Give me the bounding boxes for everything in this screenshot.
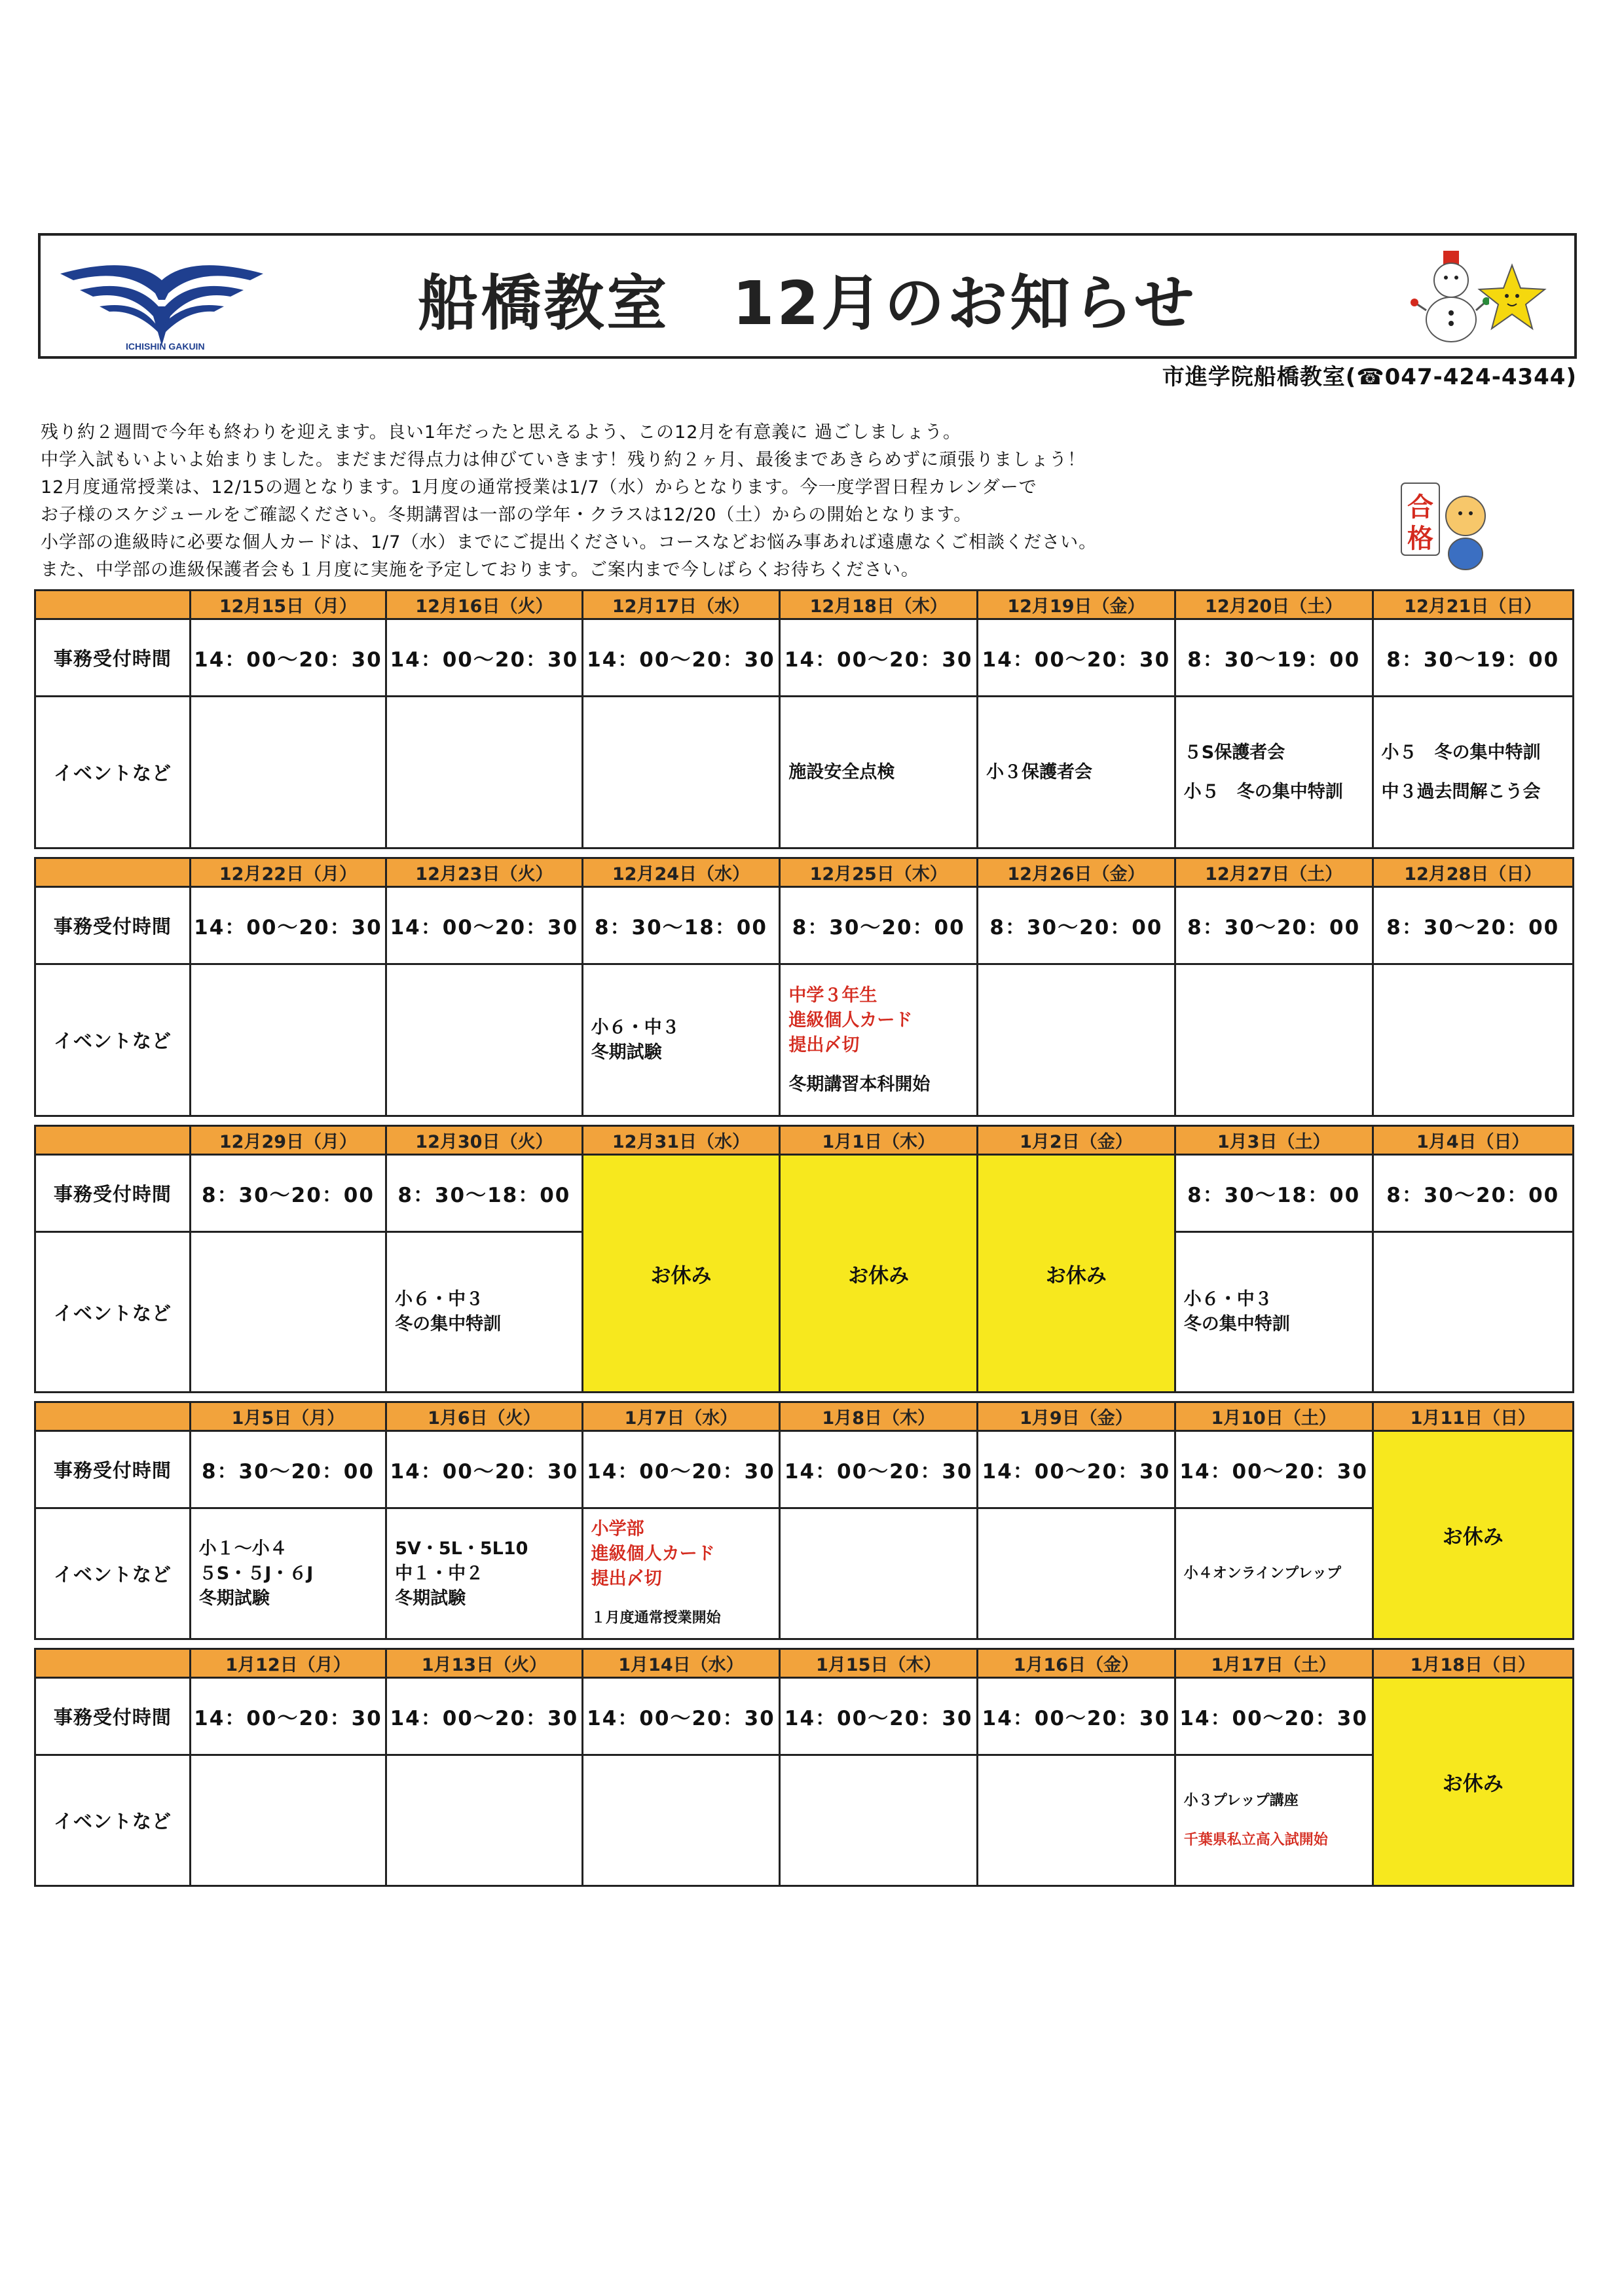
events-cell xyxy=(582,1755,780,1886)
event-item: 小６・中３ 冬の集中特訓 xyxy=(395,1289,502,1334)
intro-line: お子様のスケジュールをご確認ください。冬期講習は一部の学年・クラスは12/20（土）からの開始となります。 xyxy=(41,505,972,525)
events-cell xyxy=(780,1755,978,1886)
row-label-events: イベントなど xyxy=(35,964,191,1116)
event-item: 小５ 冬の集中特訓 xyxy=(1381,742,1541,763)
day-header: 12月26日（金） xyxy=(978,858,1175,887)
events-cell xyxy=(1175,1755,1373,1886)
row-label-events: イベントなど xyxy=(35,1755,191,1886)
office-hours-cell: 14：00～20：30 xyxy=(190,1678,386,1755)
events-cell xyxy=(386,964,582,1116)
row-label-events: イベントなど xyxy=(35,1232,191,1393)
office-hours-cell: 14：00～20：30 xyxy=(780,619,978,697)
events-cell xyxy=(1175,697,1373,848)
week-block xyxy=(34,857,1574,1117)
event-item: 小学部 進級個人カード 提出〆切 xyxy=(591,1518,715,1589)
office-hours-cell: 14：00～20：30 xyxy=(1175,1678,1373,1755)
day-header: 1月18日（日） xyxy=(1373,1649,1573,1678)
office-hours-cell: 8：30～20：00 xyxy=(1373,887,1573,964)
event-item: 小３保護者会 xyxy=(986,761,1093,782)
week-table xyxy=(34,857,1574,1117)
office-hours-cell: 8：30～18：00 xyxy=(1175,1155,1373,1232)
row-label-time: 事務受付時間 xyxy=(35,1155,191,1232)
events-cell xyxy=(780,697,978,848)
week-block xyxy=(34,1125,1574,1393)
events-cell xyxy=(386,697,582,848)
office-hours-cell: 14：00～20：30 xyxy=(780,1678,978,1755)
events-cell xyxy=(386,1755,582,1886)
office-hours-cell: 14：00～20：30 xyxy=(582,1431,780,1508)
holiday-cell: お休み xyxy=(978,1155,1175,1393)
event-item: ５S保護者会 xyxy=(1183,742,1285,763)
day-header: 12月17日（水） xyxy=(582,591,780,619)
day-header: 12月20日（土） xyxy=(1175,591,1373,619)
event-item: １月度通常授業開始 xyxy=(591,1609,721,1626)
week-block xyxy=(34,589,1574,849)
events-cell xyxy=(190,1755,386,1886)
day-header: 12月19日（金） xyxy=(978,591,1175,619)
row-label-time: 事務受付時間 xyxy=(35,887,191,964)
events-cell xyxy=(1175,1508,1373,1639)
events-cell xyxy=(1175,964,1373,1116)
events-cell xyxy=(190,697,386,848)
office-hours-cell: 14：00～20：30 xyxy=(190,619,386,697)
office-hours-cell: 14：00～20：30 xyxy=(978,1678,1175,1755)
holiday-cell: お休み xyxy=(1373,1678,1573,1886)
svg-text:格: 格 xyxy=(1407,524,1433,554)
day-header: 12月27日（土） xyxy=(1175,858,1373,887)
day-header: 1月12日（月） xyxy=(190,1649,386,1678)
office-hours-cell: 14：00～20：30 xyxy=(978,1431,1175,1508)
events-cell xyxy=(582,964,780,1116)
events-cell xyxy=(780,964,978,1116)
events-cell xyxy=(190,1508,386,1639)
events-cell xyxy=(190,1232,386,1393)
week-table xyxy=(34,589,1574,849)
day-header: 1月15日（木） xyxy=(780,1649,978,1678)
header-box xyxy=(38,233,1577,359)
day-header: 12月18日（木） xyxy=(780,591,978,619)
office-hours-cell: 8：30～19：00 xyxy=(1373,619,1573,697)
day-header: 1月7日（水） xyxy=(582,1402,780,1431)
day-header: 1月13日（火） xyxy=(386,1649,582,1678)
day-header: 1月11日（日） xyxy=(1373,1402,1573,1431)
day-header: 1月14日（水） xyxy=(582,1649,780,1678)
day-header: 1月9日（金） xyxy=(978,1402,1175,1431)
events-cell xyxy=(386,1508,582,1639)
office-hours-cell: 14：00～20：30 xyxy=(386,887,582,964)
day-header: 12月31日（水） xyxy=(582,1126,780,1155)
week-table xyxy=(34,1648,1574,1887)
holiday-cell: お休み xyxy=(582,1155,780,1393)
events-cell xyxy=(190,964,386,1116)
event-item: 小５ 冬の集中特訓 xyxy=(1183,781,1343,802)
events-cell xyxy=(978,1508,1175,1639)
week-table xyxy=(34,1125,1574,1393)
office-hours-cell: 14：00～20：30 xyxy=(386,1678,582,1755)
intro-line: 中学入試もいよいよ始まりました。まだまだ得点力は伸びていきます！残り約２ヶ月、最後まであきらめずに頑張りましょう！ xyxy=(41,450,1086,470)
day-header: 12月25日（木） xyxy=(780,858,978,887)
event-item: 小４オンラインプレップ xyxy=(1183,1565,1342,1582)
holiday-cell: お休み xyxy=(1373,1431,1573,1639)
office-hours-cell: 8：30～20：00 xyxy=(978,887,1175,964)
holiday-cell: お休み xyxy=(780,1155,978,1393)
goukaku-badge-illustration xyxy=(1388,477,1500,575)
day-header: 1月16日（金） xyxy=(978,1649,1175,1678)
header-corner xyxy=(35,1402,191,1431)
events-cell xyxy=(1373,697,1573,848)
intro-text xyxy=(41,419,1350,584)
row-label-time: 事務受付時間 xyxy=(35,1431,191,1508)
office-hours-cell: 8：30～18：00 xyxy=(386,1155,582,1232)
office-hours-cell: 8：30～19：00 xyxy=(1175,619,1373,697)
event-item: 施設安全点検 xyxy=(788,761,895,782)
event-item: 5V・5L・5L10 中１・中２ 冬期試験 xyxy=(395,1538,528,1609)
day-header: 12月21日（日） xyxy=(1373,591,1573,619)
row-label-time: 事務受付時間 xyxy=(35,619,191,697)
intro-line: 残り約２週間で今年も終わりを迎えます。良い1年だったと思えるよう、この12月を有意義に 過ごしましょう。 xyxy=(41,422,961,443)
day-header: 12月15日（月） xyxy=(190,591,386,619)
office-hours-cell: 14：00～20：30 xyxy=(1175,1431,1373,1508)
events-cell xyxy=(1373,964,1573,1116)
day-header: 1月2日（金） xyxy=(978,1126,1175,1155)
office-hours-cell: 8：30～20：00 xyxy=(190,1155,386,1232)
day-header: 12月23日（火） xyxy=(386,858,582,887)
event-item: 中学３年生 進級個人カード 提出〆切 xyxy=(788,985,913,1055)
intro-line: また、中学部の進級保護者会も１月度に実施を予定しております。ご案内まで今しばらくお待ちください。 xyxy=(41,560,919,580)
events-cell xyxy=(978,964,1175,1116)
week-block xyxy=(34,1648,1574,1887)
office-hours-cell: 8：30～20：00 xyxy=(190,1431,386,1508)
day-header: 12月24日（水） xyxy=(582,858,780,887)
day-header: 1月4日（日） xyxy=(1373,1126,1573,1155)
office-hours-cell: 8：30～18：00 xyxy=(582,887,780,964)
row-label-events: イベントなど xyxy=(35,697,191,848)
office-hours-cell: 14：00～20：30 xyxy=(780,1431,978,1508)
events-cell xyxy=(780,1508,978,1639)
event-item: 冬期講習本科開始 xyxy=(788,1074,931,1095)
office-hours-cell: 14：00～20：30 xyxy=(582,1678,780,1755)
svg-text:合: 合 xyxy=(1407,492,1433,522)
events-cell xyxy=(582,1508,780,1639)
day-header: 12月16日（火） xyxy=(386,591,582,619)
day-header: 1月17日（土） xyxy=(1175,1649,1373,1678)
header-corner xyxy=(35,858,191,887)
day-header: 12月29日（月） xyxy=(190,1126,386,1155)
office-hours-cell: 8：30～20：00 xyxy=(780,887,978,964)
event-item: 小１～小４ ５S・５J・６J 冬期試験 xyxy=(198,1538,314,1609)
office-hours-cell: 14：00～20：30 xyxy=(190,887,386,964)
events-cell xyxy=(1373,1232,1573,1393)
events-cell xyxy=(386,1232,582,1393)
intro-line: 12月度通常授業は、12/15の週となります。1月度の通常授業は1/7（水）からとなります。今一度学習日程カレンダーで xyxy=(41,477,1037,498)
event-item: 小６・中３ 冬期試験 xyxy=(591,1017,680,1063)
header-corner xyxy=(35,591,191,619)
event-item: 小６・中３ 冬の集中特訓 xyxy=(1183,1289,1290,1334)
day-header: 1月6日（火） xyxy=(386,1402,582,1431)
page-title: 船橋教室 12月のお知らせ xyxy=(418,268,1197,338)
events-cell xyxy=(978,697,1175,848)
day-header: 12月30日（火） xyxy=(386,1126,582,1155)
events-cell xyxy=(1175,1232,1373,1393)
row-label-time: 事務受付時間 xyxy=(35,1678,191,1755)
header-corner xyxy=(35,1649,191,1678)
day-header: 12月22日（月） xyxy=(190,858,386,887)
events-cell xyxy=(978,1755,1175,1886)
event-item: 千葉県私立高入試開始 xyxy=(1183,1831,1328,1848)
office-hours-cell: 8：30～20：00 xyxy=(1373,1155,1573,1232)
day-header: 1月10日（土） xyxy=(1175,1402,1373,1431)
day-header: 1月1日（木） xyxy=(780,1126,978,1155)
events-cell xyxy=(582,697,780,848)
day-header: 1月3日（土） xyxy=(1175,1126,1373,1155)
week-table xyxy=(34,1401,1574,1640)
star-illustration xyxy=(1476,262,1548,334)
header-corner xyxy=(35,1126,191,1155)
intro-line: 小学部の進級時に必要な個人カードは、1/7（水）までにご提出ください。コースなどお悩み事あれば遠慮なくご相談ください。 xyxy=(41,532,1098,553)
office-hours-cell: 14：00～20：30 xyxy=(386,619,582,697)
office-hours-cell: 14：00～20：30 xyxy=(978,619,1175,697)
office-hours-cell: 14：00～20：30 xyxy=(386,1431,582,1508)
svg-text:ICHISHIN GAKUIN: ICHISHIN GAKUIN xyxy=(126,341,205,352)
event-item: 中３過去問解こう会 xyxy=(1381,781,1541,802)
contact-line: 市進学院船橋教室(☎047-424-4344) xyxy=(1162,364,1577,390)
day-header: 1月8日（木） xyxy=(780,1402,978,1431)
row-label-events: イベントなど xyxy=(35,1508,191,1639)
week-block xyxy=(34,1401,1574,1640)
day-header: 1月5日（月） xyxy=(190,1402,386,1431)
day-header: 12月28日（日） xyxy=(1373,858,1573,887)
office-hours-cell: 8：30～20：00 xyxy=(1175,887,1373,964)
schedule-calendar xyxy=(34,589,1574,1895)
office-hours-cell: 14：00～20：30 xyxy=(582,619,780,697)
event-item: 小３プレップ講座 xyxy=(1183,1792,1299,1809)
